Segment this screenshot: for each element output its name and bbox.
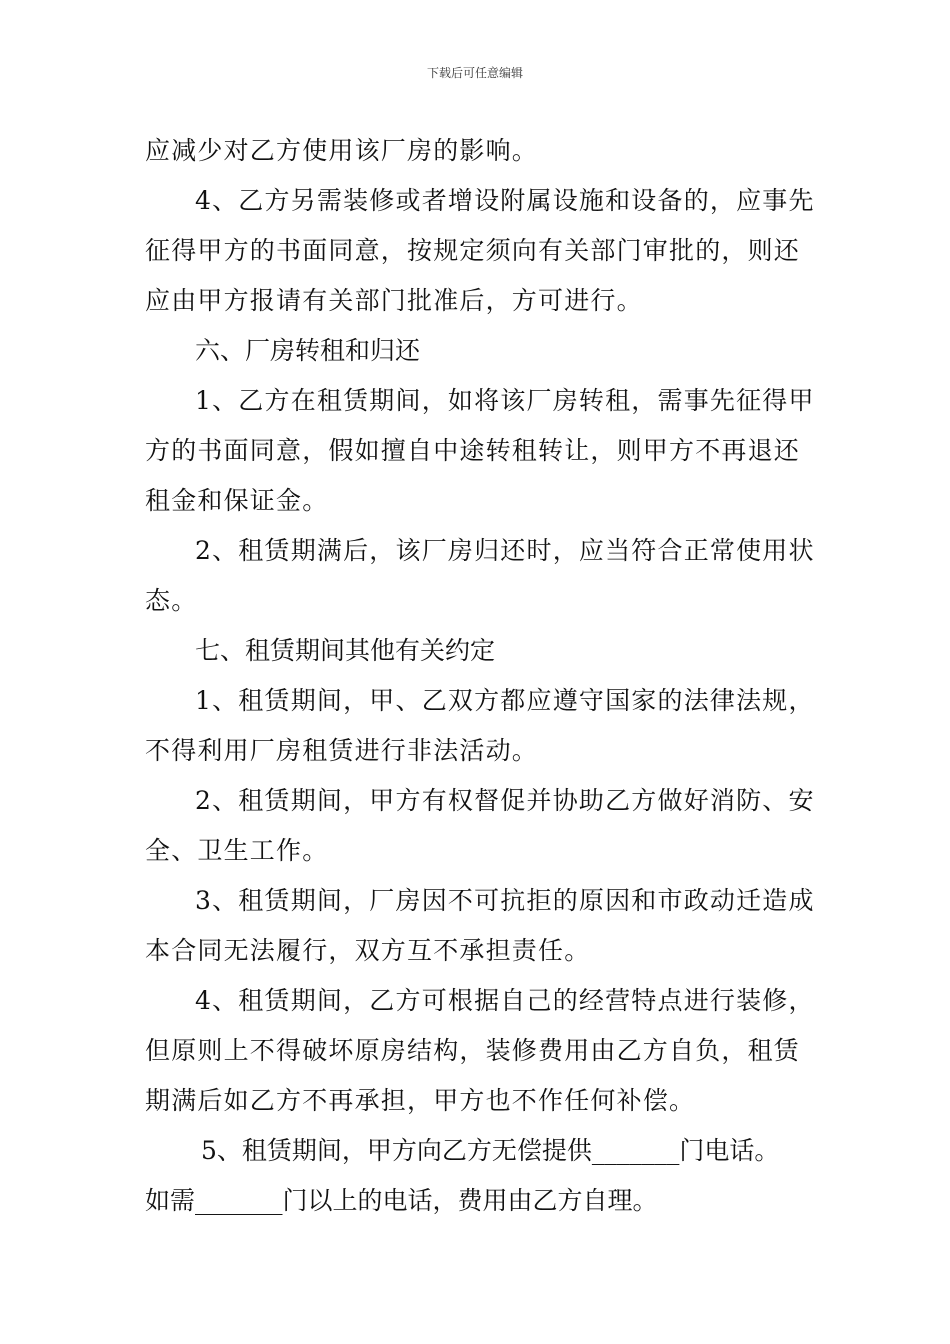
section-heading: 七、租赁期间其他有关约定 [195, 636, 496, 665]
paragraph-line: 全、卫生工作。 [145, 836, 329, 865]
paragraph-line: 2、租赁期间，甲方有权督促并协助乙方做好消防、安 [195, 786, 815, 815]
paragraph-line: 不得利用厂房租赁进行非法活动。 [145, 736, 539, 765]
paragraph-line: 4、乙方另需装修或者增设附属设施和设备的，应事先 [195, 186, 815, 215]
paragraph-line: 4、租赁期间，乙方可根据自己的经营特点进行装修， [195, 986, 815, 1015]
paragraph-line: 期满后如乙方不再承担，甲方也不作任何补偿。 [145, 1086, 696, 1115]
paragraph-line: 本合同无法履行，双方互不承担责任。 [145, 936, 591, 965]
paragraph-line: 3、租赁期间，厂房因不可抗拒的原因和市政动迁造成 [195, 886, 815, 915]
paragraph-line: 2、租赁期满后，该厂房归还时，应当符合正常使用状 [195, 536, 815, 565]
paragraph-line: 应减少对乙方使用该厂房的影响。 [145, 136, 539, 165]
paragraph-line: 态。 [145, 586, 198, 615]
paragraph-line: 应由甲方报请有关部门批准后，方可进行。 [145, 286, 643, 315]
paragraph-line: 但原则上不得破坏原房结构，装修费用由乙方自负，租赁 [145, 1036, 801, 1065]
paragraph-line: 1、租赁期间，甲、乙双方都应遵守国家的法律法规， [195, 686, 815, 715]
paragraph-line: 征得甲方的书面同意，按规定须向有关部门审批的，则还 [145, 236, 801, 265]
section-heading: 六、厂房转租和归还 [195, 336, 421, 365]
paragraph-line: 1、乙方在租赁期间，如将该厂房转租，需事先征得甲 [195, 386, 815, 415]
paragraph-line: 5、租赁期间，甲方向乙方无偿提供_______门电话。 [201, 1136, 780, 1165]
document-body [145, 126, 815, 1226]
paragraph-line: 租金和保证金。 [145, 486, 329, 515]
paragraph-line: 方的书面同意，假如擅自中途转租转让，则甲方不再退还 [145, 436, 801, 465]
page-header-note: 下载后可任意编辑 [426, 66, 523, 80]
paragraph-line: 如需_______门以上的电话，费用由乙方自理。 [145, 1186, 658, 1215]
